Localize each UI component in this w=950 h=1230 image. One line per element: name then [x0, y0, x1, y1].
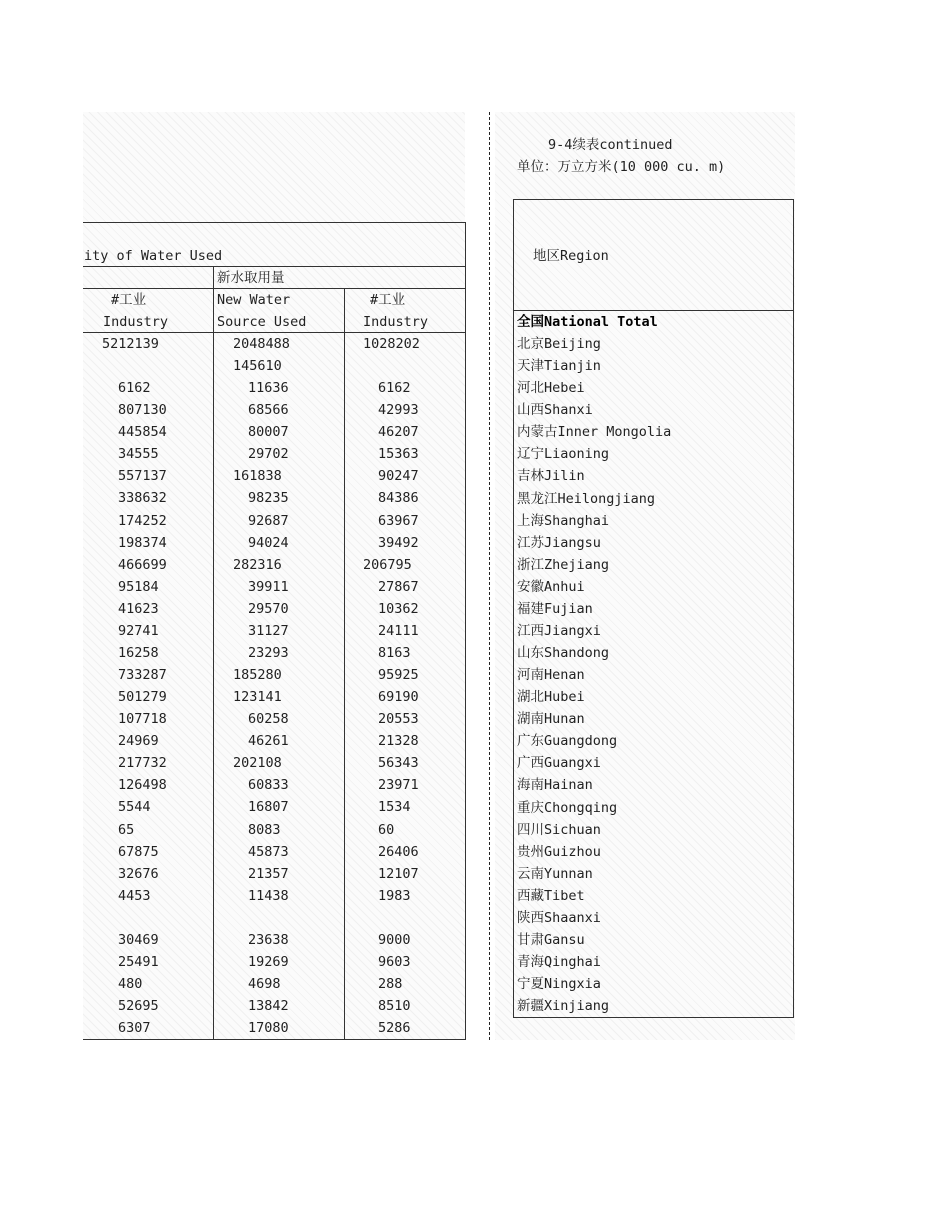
region-cell: 全国National Total — [517, 314, 658, 330]
industry-cell: 480 — [118, 976, 143, 992]
industry2-cell: 90247 — [378, 468, 419, 484]
new-water-cell: 13842 — [248, 998, 289, 1014]
industry-cell: 217732 — [118, 755, 167, 771]
region-cell: 河南Henan — [517, 667, 585, 683]
region-cell: 江苏Jiangsu — [517, 535, 601, 551]
industry-cell: 5212139 — [102, 336, 159, 352]
industry2-cell: 288 — [378, 976, 403, 992]
new-water-header-cn: 新水取用量 — [217, 270, 285, 286]
industry2-cell: 46207 — [378, 424, 419, 440]
region-cell: 河北Hebei — [517, 380, 585, 396]
region-cell: 北京Beijing — [517, 336, 601, 352]
industry-cell: 95184 — [118, 579, 159, 595]
industry2-cell: 26406 — [378, 844, 419, 860]
industry2-cell: 1983 — [378, 888, 411, 904]
industry-cell: 557137 — [118, 468, 167, 484]
industry-cell: 16258 — [118, 645, 159, 661]
industry2-cell: 84386 — [378, 490, 419, 506]
industry-cell: 126498 — [118, 777, 167, 793]
new-water-cell: 19269 — [248, 954, 289, 970]
region-cell: 贵州Guizhou — [517, 844, 601, 860]
industry2-cell: 21328 — [378, 733, 419, 749]
region-cell: 青海Qinghai — [517, 954, 601, 970]
industry-cell: 52695 — [118, 998, 159, 1014]
region-cell: 海南Hainan — [517, 777, 593, 793]
industry-col-header-en: Industry — [103, 314, 169, 330]
region-cell: 广西Guangxi — [517, 755, 601, 771]
industry2-cell: 39492 — [378, 535, 419, 551]
region-cell: 甘肃Gansu — [517, 932, 585, 948]
industry2-cell: 10362 — [378, 601, 419, 617]
left-col-divider-2 — [344, 288, 345, 1040]
right-table-right-border — [793, 199, 794, 1018]
right-table-bottom-border — [513, 1017, 794, 1018]
industry-cell: 24969 — [118, 733, 159, 749]
industry-cell: 5544 — [118, 799, 151, 815]
right-table-left-border — [513, 199, 514, 1018]
industry-cell: 6307 — [118, 1020, 151, 1036]
industry2-cell: 9000 — [378, 932, 411, 948]
new-water-cell: 60258 — [248, 711, 289, 727]
industry2-cell: 12107 — [378, 866, 419, 882]
industry-cell: 107718 — [118, 711, 167, 727]
industry2-cell: 1534 — [378, 799, 411, 815]
new-water-cell: 185280 — [233, 667, 282, 683]
new-water-cell: 23293 — [248, 645, 289, 661]
left-table-top-border — [83, 222, 466, 223]
industry-cell: 65 — [118, 822, 135, 838]
region-cell: 重庆Chongqing — [517, 800, 618, 816]
new-water-cell: 46261 — [248, 733, 289, 749]
new-water-cell: 39911 — [248, 579, 289, 595]
region-cell: 云南Yunnan — [517, 866, 593, 882]
region-cell: 陕西Shaanxi — [517, 910, 601, 926]
new-water-col-header-en-2: Source Used — [217, 314, 307, 330]
industry2-cell: 8163 — [378, 645, 411, 661]
industry2-cell: 15363 — [378, 446, 419, 462]
new-water-cell: 2048488 — [233, 336, 290, 352]
industry-cell: 466699 — [118, 557, 167, 573]
industry2-col-header-cn: #工业 — [370, 292, 406, 308]
new-water-cell: 60833 — [248, 777, 289, 793]
region-cell: 天津Tianjin — [517, 358, 601, 374]
region-cell: 山西Shanxi — [517, 402, 593, 418]
left-table-bottom-border — [83, 1039, 466, 1040]
industry-cell: 174252 — [118, 513, 167, 529]
new-water-cell: 16807 — [248, 799, 289, 815]
right-table-top-border — [513, 199, 794, 200]
new-water-cell: 161838 — [233, 468, 282, 484]
unit-label: 单位：万立方米(10 000 cu. m) — [517, 159, 726, 175]
region-cell: 新疆Xinjiang — [517, 998, 610, 1014]
industry2-cell: 206795 — [363, 557, 412, 573]
region-cell: 内蒙古Inner Mongolia — [517, 424, 672, 440]
quantity-water-used-header: ity of Water Used — [84, 248, 223, 264]
table-continued-label: 9-4续表continued — [548, 137, 673, 153]
new-water-cell: 21357 — [248, 866, 289, 882]
industry-cell: 338632 — [118, 490, 167, 506]
industry2-cell: 5286 — [378, 1020, 411, 1036]
industry2-cell: 69190 — [378, 689, 419, 705]
region-cell: 吉林Jilin — [517, 468, 585, 484]
industry2-cell: 95925 — [378, 667, 419, 683]
left-table-right-border — [465, 222, 466, 1040]
industry2-cell: 60 — [378, 822, 395, 838]
region-cell: 安徽Anhui — [517, 579, 585, 595]
new-water-cell: 80007 — [248, 424, 289, 440]
region-cell: 福建Fujian — [517, 601, 593, 617]
industry2-cell: 9603 — [378, 954, 411, 970]
left-col-divider-1 — [213, 266, 214, 1040]
region-cell: 四川Sichuan — [517, 822, 601, 838]
region-cell: 宁夏Ningxia — [517, 976, 601, 992]
region-cell: 湖北Hubei — [517, 689, 585, 705]
new-water-cell: 17080 — [248, 1020, 289, 1036]
industry-cell: 445854 — [118, 424, 167, 440]
new-water-cell: 23638 — [248, 932, 289, 948]
region-cell: 辽宁Liaoning — [517, 446, 610, 462]
new-water-cell: 29570 — [248, 601, 289, 617]
new-water-cell: 145610 — [233, 358, 282, 374]
new-water-col-header-en-1: New Water — [217, 292, 291, 308]
region-cell: 广东Guangdong — [517, 733, 618, 749]
new-water-cell: 11438 — [248, 888, 289, 904]
industry-cell: 6162 — [118, 380, 151, 396]
new-water-cell: 123141 — [233, 689, 282, 705]
industry2-cell: 27867 — [378, 579, 419, 595]
new-water-cell: 92687 — [248, 513, 289, 529]
region-cell: 湖南Hunan — [517, 711, 585, 727]
region-cell: 黑龙江Heilongjiang — [517, 491, 656, 507]
new-water-cell: 68566 — [248, 402, 289, 418]
industry2-cell: 24111 — [378, 623, 419, 639]
industry2-cell: 56343 — [378, 755, 419, 771]
industry-cell: 41623 — [118, 601, 159, 617]
industry-col-header-cn: #工业 — [111, 292, 147, 308]
region-cell: 浙江Zhejiang — [517, 557, 610, 573]
industry2-cell: 20553 — [378, 711, 419, 727]
new-water-cell: 29702 — [248, 446, 289, 462]
industry-cell: 32676 — [118, 866, 159, 882]
industry-cell: 67875 — [118, 844, 159, 860]
new-water-cell: 4698 — [248, 976, 281, 992]
industry-cell: 198374 — [118, 535, 167, 551]
industry-cell: 34555 — [118, 446, 159, 462]
industry2-cell: 23971 — [378, 777, 419, 793]
industry-cell: 92741 — [118, 623, 159, 639]
region-cell: 上海Shanghai — [517, 513, 610, 529]
industry2-cell: 8510 — [378, 998, 411, 1014]
new-water-cell: 282316 — [233, 557, 282, 573]
industry-cell: 30469 — [118, 932, 159, 948]
industry-cell: 25491 — [118, 954, 159, 970]
industry2-cell: 42993 — [378, 402, 419, 418]
region-cell: 西藏Tibet — [517, 888, 585, 904]
industry-cell: 807130 — [118, 402, 167, 418]
industry-cell: 4453 — [118, 888, 151, 904]
new-water-cell: 98235 — [248, 490, 289, 506]
industry2-cell: 6162 — [378, 380, 411, 396]
region-cell: 山东Shandong — [517, 645, 610, 661]
industry-cell: 501279 — [118, 689, 167, 705]
new-water-cell: 202108 — [233, 755, 282, 771]
new-water-cell: 45873 — [248, 844, 289, 860]
page-divider — [489, 112, 490, 1040]
industry2-cell: 1028202 — [363, 336, 420, 352]
industry-cell: 733287 — [118, 667, 167, 683]
industry2-col-header-en: Industry — [363, 314, 429, 330]
new-water-cell: 11636 — [248, 380, 289, 396]
new-water-cell: 94024 — [248, 535, 289, 551]
new-water-cell: 31127 — [248, 623, 289, 639]
new-water-cell: 8083 — [248, 822, 281, 838]
region-cell: 江西Jiangxi — [517, 623, 601, 639]
region-column-header: 地区Region — [533, 248, 609, 264]
industry2-cell: 63967 — [378, 513, 419, 529]
